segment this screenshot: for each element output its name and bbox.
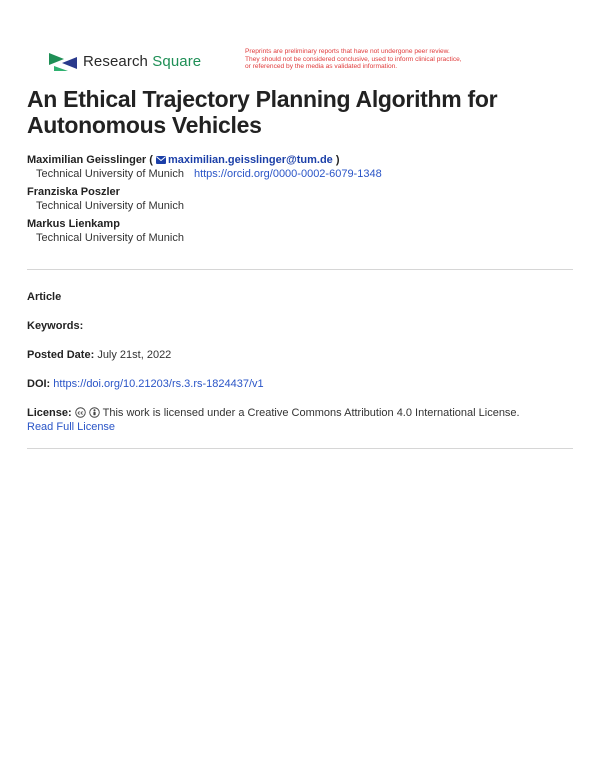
author-name: Franziska Poszler bbox=[27, 186, 120, 198]
envelope-icon bbox=[156, 156, 166, 164]
author-email-paren: ( maximilian.geisslinger@tum.de ) bbox=[149, 154, 340, 166]
orcid-link[interactable]: https://orcid.org/0000-0002-6079-1348 bbox=[193, 168, 382, 180]
header bbox=[48, 48, 548, 78]
cc-icon bbox=[75, 407, 86, 418]
author-affiliation: Technical University of Munich bbox=[36, 200, 184, 212]
author-list bbox=[27, 153, 573, 249]
author-name: Maximilian Geisslinger ( maximilian.geisslinger@tum.de ) bbox=[27, 154, 340, 166]
doi: DOI: https://doi.org/10.21203/rs.3.rs-1824437/v1 bbox=[27, 378, 264, 390]
disclaimer-line: They should not be considered conclusive, used to inform clinical practice, bbox=[245, 55, 462, 63]
author-name: Markus Lienkamp bbox=[27, 218, 120, 230]
divider bbox=[27, 448, 573, 449]
by-icon bbox=[89, 407, 100, 418]
author-affiliation: Technical University of Munich bbox=[36, 232, 184, 244]
author-affiliation: Technical University of Munich https://orcid.org/0000-0002-6079-1348 bbox=[36, 168, 382, 180]
disclaimer-line: Preprints are preliminary reports that have not undergone peer review. bbox=[245, 48, 450, 55]
disclaimer-line: or referenced by the media as validated information. bbox=[245, 63, 398, 71]
doi-link[interactable]: https://doi.org/10.21203/rs.3.rs-1824437/v1 bbox=[53, 378, 264, 390]
read-full-license-link[interactable]: Read Full License bbox=[27, 421, 116, 433]
logo-text: Research Square bbox=[83, 52, 202, 70]
divider bbox=[27, 269, 573, 270]
author-email-link[interactable]: maximilian.geisslinger@tum.de bbox=[168, 154, 333, 166]
license: License: cc This work is licensed under a Creative Commons Attribution 4.0 International License. Read Full License bbox=[27, 407, 520, 433]
preprint-disclaimer bbox=[245, 48, 515, 71]
keywords: Keywords: bbox=[27, 320, 84, 332]
svg-text:cc: cc bbox=[77, 410, 84, 417]
posted-date: Posted Date: July 21st, 2022 bbox=[27, 349, 172, 361]
research-square-logo-icon bbox=[48, 50, 78, 72]
article-type: Article bbox=[27, 291, 62, 303]
research-square-logo[interactable] bbox=[48, 50, 201, 72]
paper-title: An Ethical Trajectory Planning Algorithm for Autonomous Vehicles bbox=[27, 86, 498, 138]
